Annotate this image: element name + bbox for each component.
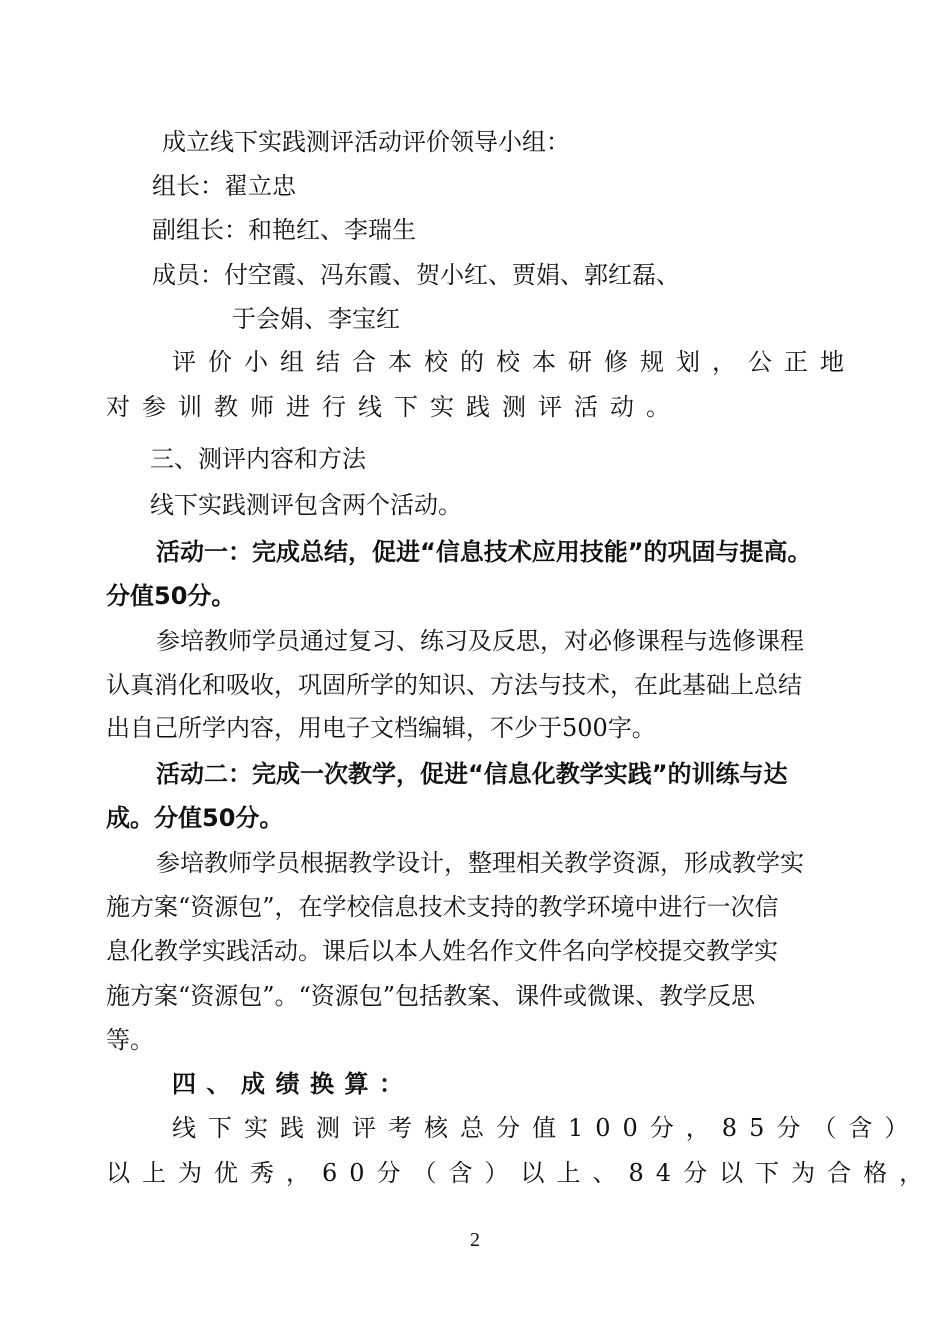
- section3-heading: 三、测评内容和方法: [150, 445, 366, 473]
- group-vice-leader: 副组长：和艳红、李瑞生: [152, 216, 416, 244]
- activity1-title-line2: 分值50分。: [106, 582, 236, 610]
- section3-intro: 线下实践测评包含两个活动。: [150, 491, 462, 519]
- eval-paragraph-line1: 评价小组结合本校的校本研修规划，公正地: [172, 348, 856, 376]
- section4-body-line2: 以上为优秀，60分（含）以上、84分以下为合格，: [106, 1159, 936, 1187]
- activity1-body-line3: 出自己所学内容，用电子文档编辑，不少于500字。: [106, 714, 656, 742]
- eval-paragraph-line2: 对参训教师进行线下实践测评活动。: [106, 393, 682, 421]
- section4-body-line1: 线下实践测评考核总分值100分，85分（含）: [172, 1114, 921, 1142]
- activity2-body-line1: 参培教师学员根据教学设计，整理相关教学资源，形成教学实: [156, 849, 804, 877]
- section4-heading: 四、成绩换算：: [172, 1070, 414, 1098]
- group-leader: 组长：翟立忠: [152, 172, 296, 200]
- group-members-line2: 于会娟、李宝红: [232, 305, 400, 333]
- activity2-body-line4: 施方案“资源包”。“资源包”包括教案、课件或微课、教学反思: [106, 982, 756, 1010]
- activity2-title-line2: 成。分值50分。: [106, 804, 284, 832]
- activity2-body-line2: 施方案“资源包”，在学校信息技术支持的教学环境中进行一次信: [106, 893, 779, 921]
- activity1-body-line1: 参培教师学员通过复习、练习及反思，对必修课程与选修课程: [156, 627, 804, 655]
- page-number: 2: [470, 1229, 480, 1251]
- activity2-body-line5: 等。: [106, 1026, 154, 1054]
- group-intro: 成立线下实践测评活动评价领导小组：: [162, 128, 570, 156]
- activity1-body-line2: 认真消化和吸收，巩固所学的知识、方法与技术，在此基础上总结: [106, 671, 802, 699]
- activity2-body-line3: 息化教学实践活动。课后以本人姓名作文件名向学校提交教学实: [106, 937, 778, 965]
- group-members-line1: 成员：付空霞、冯东霞、贺小红、贾娟、郭红磊、: [152, 261, 680, 289]
- activity2-title-line1: 活动二：完成一次教学，促进“信息化教学实践”的训练与达: [156, 760, 788, 788]
- activity1-title-line1: 活动一：完成总结，促进“信息技术应用技能”的巩固与提高。: [156, 538, 812, 566]
